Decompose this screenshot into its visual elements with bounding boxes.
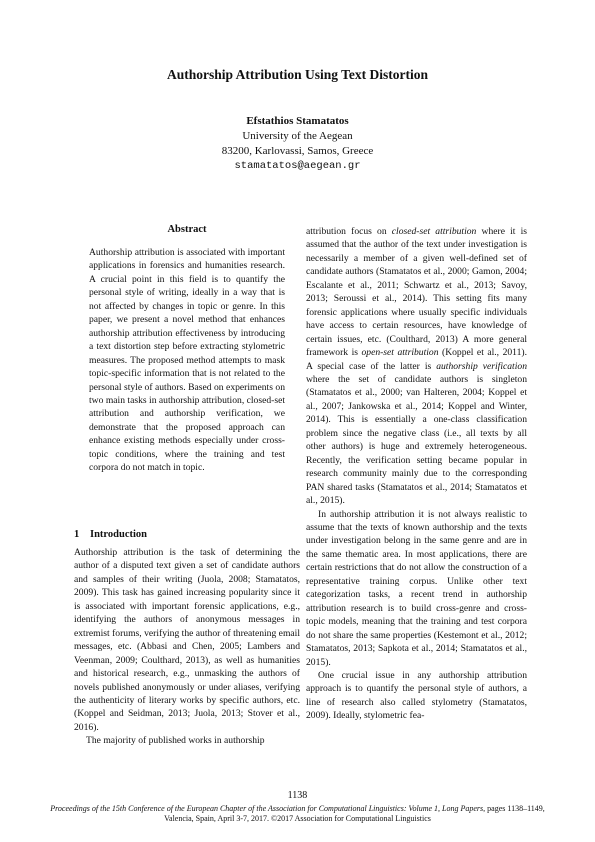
author-email: stamatatos@aegean.gr: [234, 160, 361, 172]
footer-line-2: Valencia, Spain, April 3-7, 2017. ©2017 Association for Computational Linguistics: [164, 814, 431, 823]
intro-paragraph-3: In authorship attribution it is not always realistic to assume that the texts of known authorship and the texts under investigation belong in the same genre and are in the same thematic area. In most applications, there are certain restrictions that do not allow the construction of a representative training corpus. Unlike other text categorization tasks, a recent trend in authorship attribution research is to build cross-genre and cross-topic models, meaning that the training and test corpora do not share the same properties (Kestemont et al., 2012; Stamatatos, 2013; Sapkota et al., 2014; Stamatatos et al., 2015).: [306, 508, 527, 668]
abstract-heading: Abstract: [167, 224, 207, 235]
paper-title: Authorship Attribution Using Text Distortion: [166, 67, 429, 82]
page-number: 1138: [287, 790, 308, 801]
p2-text-d: where the set of candidate authors is singleton (Stamatatos et al., 2000; van Halteren, 2004; Koppel et al., 2007; Jankowska et al., 2014; Koppel and Winter, 2014). This is essentially a one-class classification problem since the negative class (i.e., all texts by all other authors) is huge and extremely heterogeneous. Recently, the verification setting became popular in research community mainly due to the corresponding PAN shared tasks (Stamatatos et al., 2014; Stamatatos et al., 2015).: [306, 373, 527, 507]
abstract-text: Authorship attribution is associated with important applications in forensics and humanities research. A crucial point in this field is to quantify the personal style of writing, ideally in a way that is not affected by changes in topic or genre. In this paper, we present a novel method that enhances authorship attribution effectiveness by introducing a text distortion step before extracting stylometric measures. The proposed method attempts to mask topic-specific information that is not related to the personal style of authors. Based on experiments on two main tasks in authorship attribution, closed-set attribution and authorship verification, we demonstrate that the proposed approach can enhance existing methods especially under cross-topic conditions, where the training and test corpora do not match in topic.: [89, 247, 285, 474]
intro-paragraph-2-start: The majority of published works in authorship: [86, 735, 265, 747]
intro-paragraph-4: One crucial issue in any authorship attribution approach is to quantify the personal style of authors, a line of research also called stylometry (Stamatatos, 2009). Ideally, stylometric fea-: [306, 669, 527, 722]
author-name: Efstathios Stamatatos: [246, 115, 349, 127]
abstract-body: [89, 246, 285, 475]
p2-text-a: attribution focus on: [306, 226, 392, 237]
footer-line-1: [8, 804, 587, 814]
term-open-set-attribution: open-set attribution: [361, 347, 439, 359]
section-number: 1: [74, 529, 80, 540]
author-affiliation: University of the Aegean: [242, 130, 353, 142]
footer-pages: , pages 1138–1149,: [483, 804, 545, 813]
left-column-body: [74, 546, 300, 748]
p2-text-c: (Koppel et al., 2011). A special case of the latter is: [306, 347, 527, 372]
term-authorship-verification: authorship verification: [436, 360, 527, 372]
intro-paragraph-2-continued: [306, 225, 527, 508]
p2-text-b: where it is assumed that the author of the text under investigation is necessarily a member of a given well-defined set of candidate authors (Stamatatos et al., 2000; Gamon, 2004; Escalante et al., 2011; Schwartz et al., 2013; Savoy, 2013; Seroussi et al., 2014). This setting fits many forensic applications where usually specific individuals have access to certain resources, have knowledge of certain issues, etc. (Coulthard, 2013) A more general framework is: [306, 226, 527, 359]
footer-venue: Proceedings of the 15th Conference of the European Chapter of the Association for Computational Linguistics: Volume 1, Long Papers: [50, 804, 484, 813]
right-column-body: [306, 225, 527, 723]
author-address: 83200, Karlovassi, Samos, Greece: [221, 145, 374, 157]
proceedings-footer: [8, 804, 587, 824]
intro-paragraph-1: Authorship attribution is the task of determining the author of a disputed text given a set of candidate authors and samples of their writing (Juola, 2008; Stamatatos, 2009). This task has gained increasing popularity since it is associated with important forensic applications, e.g., identifying the authors of anonymous messages in extremist forums, verifying the author of threatening email messages, etc. (Abbasi and Chen, 2005; Lambers and Veenman, 2009; Coulthard, 2013), as well as humanities and historical research, e.g., unmasking the authors of novels published anonymously or under aliases, verifying the authenticity of literary works by specific authors, etc. (Koppel and Seidman, 2013; Juola, 2013; Stover et al., 2016).: [74, 547, 300, 733]
section-title: Introduction: [90, 529, 147, 540]
term-closed-set-attribution: closed-set attribution: [391, 226, 477, 237]
section-heading-introduction: [74, 529, 147, 540]
